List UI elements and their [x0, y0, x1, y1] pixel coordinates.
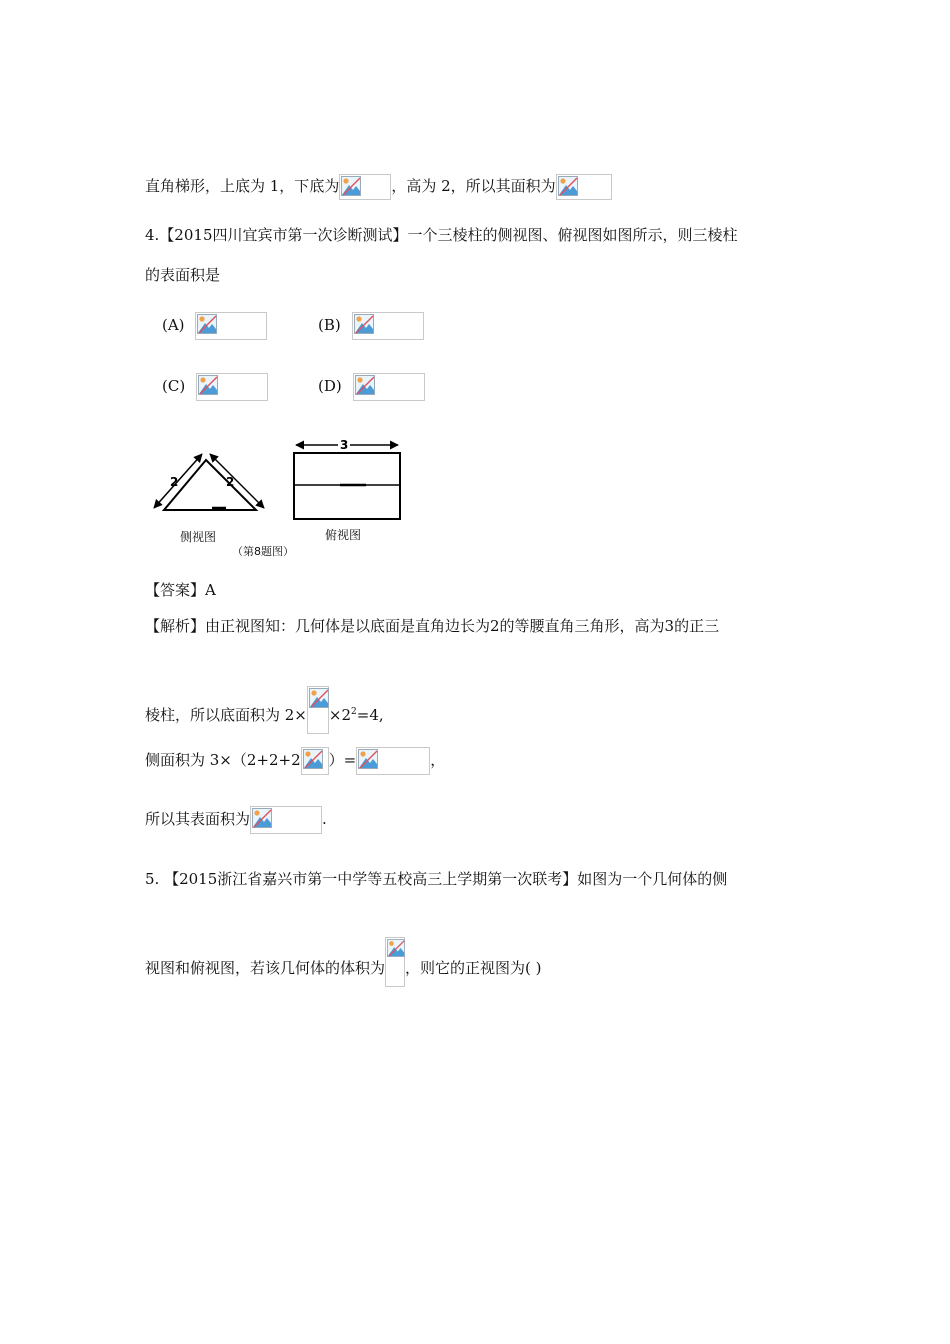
- top-view-rectangle: [294, 445, 400, 519]
- text-segment: ×2: [328, 706, 352, 724]
- text-segment: =4,: [356, 706, 384, 724]
- broken-image-icon: [252, 808, 272, 828]
- option-label: (A): [162, 316, 185, 334]
- formula-image: [556, 174, 612, 200]
- broken-image-icon: [355, 375, 375, 395]
- analysis-line1: 【解析】由正视图知：几何体是以底面是直角边长为2的等腰直角三角形，高为3的正三: [145, 617, 720, 635]
- option-label: (B): [318, 316, 341, 334]
- text-segment: 视图和俯视图，若该几何体的体积为: [145, 959, 386, 977]
- analysis-line4: [145, 806, 327, 834]
- top-view-label: 俯视图: [325, 528, 362, 542]
- dim-top: 3: [340, 438, 349, 452]
- option-c: [162, 373, 268, 401]
- dim-left: 2: [170, 475, 179, 489]
- q5-line2: [145, 937, 542, 987]
- text-segment: .: [322, 810, 327, 828]
- option-label: (D): [318, 377, 342, 395]
- text-segment: ，则它的正视图为( ): [405, 959, 542, 977]
- formula-image: [356, 747, 430, 775]
- q4-line2: 的表面积是: [145, 266, 221, 284]
- option-b: [318, 312, 424, 340]
- broken-image-icon: [387, 939, 405, 957]
- broken-image-icon: [341, 176, 361, 196]
- figure-caption: （第8题图）: [232, 545, 294, 558]
- broken-image-icon: [358, 749, 378, 769]
- option-image: [353, 373, 425, 401]
- exponent: 2: [351, 707, 357, 717]
- answer: 【答案】A: [145, 581, 216, 599]
- option-image: [352, 312, 424, 340]
- broken-image-icon: [198, 375, 218, 395]
- broken-image-icon: [558, 176, 578, 196]
- text-segment: 侧面积为 3×（2+2+2: [145, 751, 301, 769]
- text-segment: 所以其表面积为: [145, 810, 251, 828]
- broken-image-icon: [197, 314, 217, 334]
- dim-right: 2: [226, 475, 235, 489]
- option-label: (C): [162, 377, 186, 395]
- q5-line1: 5. 【2015浙江省嘉兴市第一中学等五校高三上学期第一次联考】如图为一个几何体的侧: [145, 870, 728, 888]
- side-view-label: 侧视图: [180, 530, 217, 544]
- analysis-line3: [145, 747, 445, 775]
- broken-image-icon: [303, 749, 323, 769]
- option-d: [318, 373, 425, 401]
- analysis-line2: [145, 686, 384, 734]
- formula-image: [301, 747, 329, 775]
- text-segment: 棱柱，所以底面积为 2×: [145, 706, 307, 724]
- text-segment: ，高为 2，所以其面积为: [391, 177, 556, 195]
- broken-image-icon: [354, 314, 374, 334]
- broken-image-icon: [309, 688, 329, 708]
- fraction-image: [385, 937, 405, 987]
- fraction-image: [307, 686, 329, 734]
- line-trapezoid: [145, 174, 612, 200]
- formula-image: [339, 174, 391, 200]
- text-segment: 直角梯形，上底为 1，下底为: [145, 177, 340, 195]
- option-image: [195, 312, 267, 340]
- option-image: [196, 373, 268, 401]
- q4-line1: 4.【2015四川宜宾市第一次诊断测试】一个三棱柱的侧视图、俯视图如图所示，则三棱柱: [145, 226, 738, 244]
- text-segment: ，: [430, 751, 446, 769]
- text-segment: ）=: [328, 751, 357, 769]
- option-a: [162, 312, 267, 340]
- formula-image: [250, 806, 322, 834]
